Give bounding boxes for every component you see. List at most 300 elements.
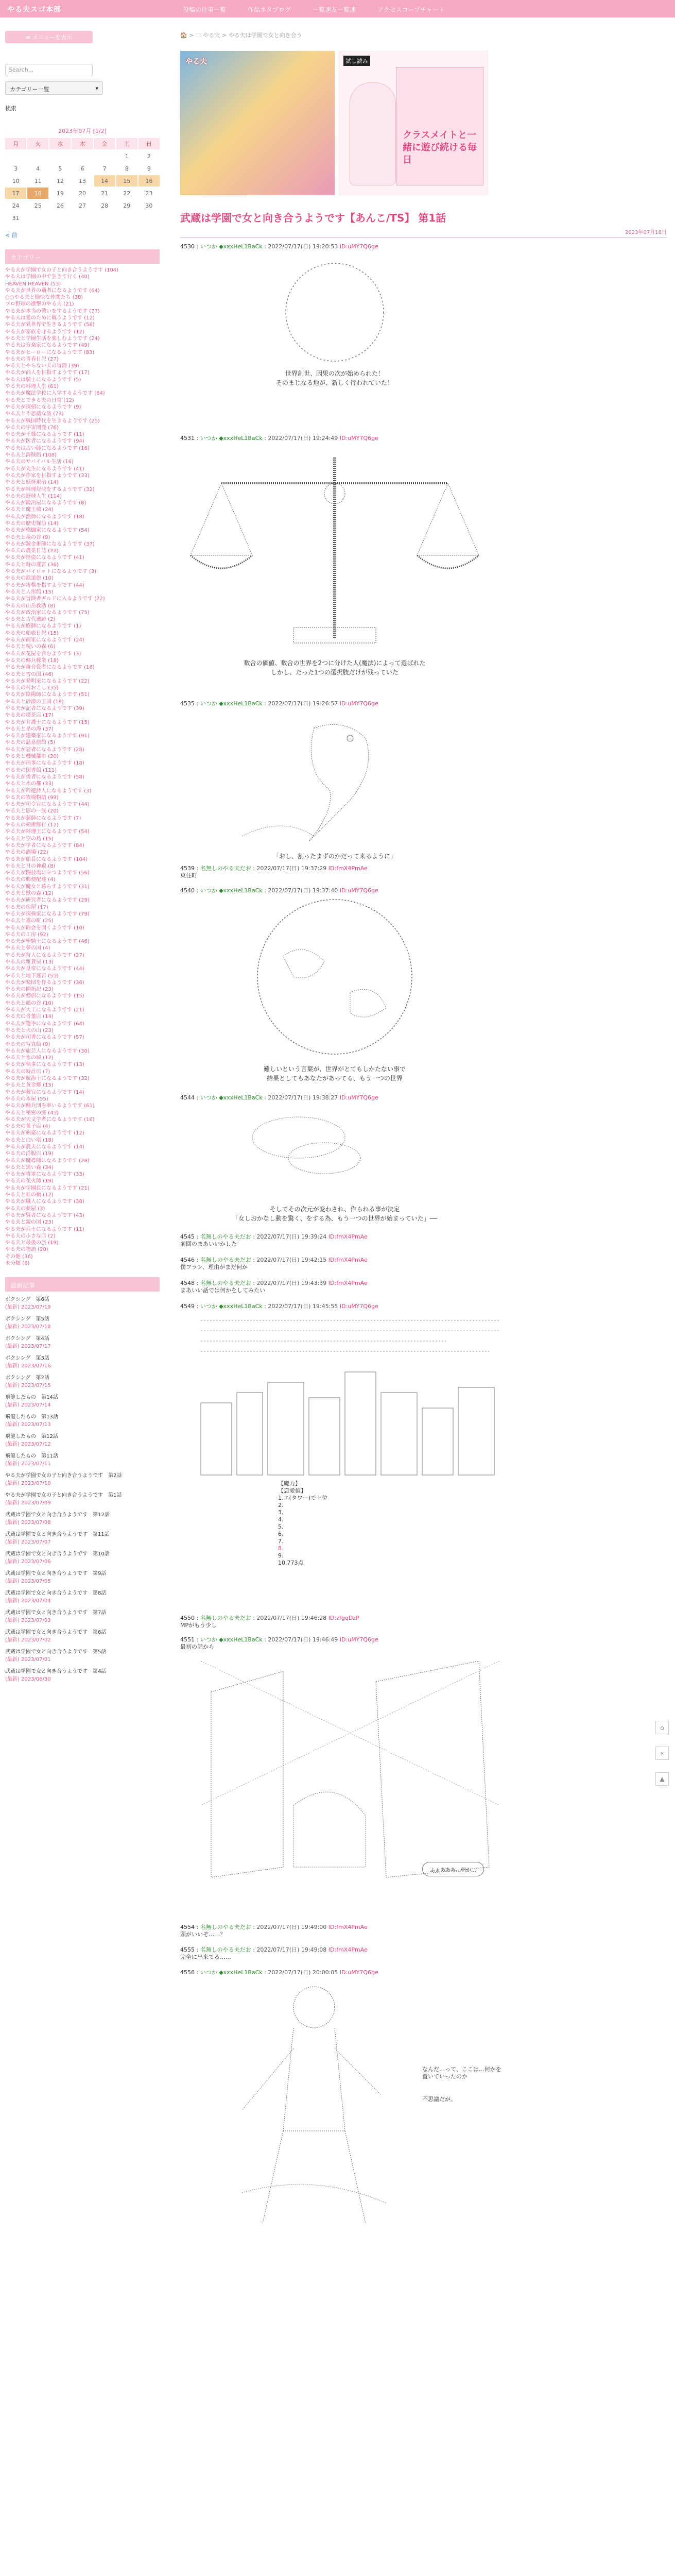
category-link[interactable]: やる夫が庭師になるようです (1): [5, 623, 81, 630]
category-link[interactable]: やる夫と雪の国 (46): [5, 671, 54, 677]
response-name: いつか ◆xxxHeL1BaCk: [200, 1636, 263, 1643]
calendar-day[interactable]: 24: [12, 202, 20, 209]
category-link[interactable]: やる夫が異世界で生きるようです (56): [5, 322, 95, 328]
menu-button[interactable]: ≡ メニューを表示: [5, 31, 93, 43]
recent-item-date: (最新) 2023/07/18: [5, 1324, 51, 1330]
banner-book-cover: [396, 67, 483, 185]
calendar-day[interactable]: 5: [58, 165, 62, 172]
calendar-day[interactable]: 25: [34, 202, 42, 209]
category-link[interactable]: やる夫が楽団を作るようです (36): [5, 979, 84, 986]
recent-item[interactable]: [5, 1295, 160, 1310]
recent-item[interactable]: [5, 1314, 160, 1330]
ascii-art-circle: [180, 250, 667, 369]
category-link[interactable]: やる夫が天文学者になるようです (16): [5, 1116, 95, 1123]
category-link[interactable]: やる夫の酒場 (22): [5, 850, 48, 856]
recent-item-date: (最新) 2023/06/30: [5, 1676, 51, 1683]
calendar-day[interactable]: 1: [125, 152, 129, 160]
ad-banner-illustration[interactable]: [180, 51, 335, 195]
category-link[interactable]: やる夫が賢者になるようです (43): [5, 1212, 84, 1218]
recent-item-date: (最新) 2023/07/04: [5, 1598, 51, 1604]
category-link[interactable]: やる夫は騎士になるようです (5): [5, 377, 81, 383]
category-link[interactable]: やる夫と竜の谷 (9): [5, 534, 50, 540]
category-link[interactable]: やる夫が将軍になるようです (33): [5, 1172, 84, 1178]
category-link[interactable]: やる夫が剣豪になるようです (12): [5, 1130, 84, 1137]
recent-item-date: (最新) 2023/07/16: [5, 1363, 51, 1369]
category-link[interactable]: やる夫が司書になるようです (57): [5, 1035, 84, 1041]
category-link[interactable]: やる夫が航海士になるようです (32): [5, 1076, 90, 1082]
response: [180, 434, 667, 677]
category-link[interactable]: やる夫が僧侶になるようです (15): [5, 993, 84, 999]
category-link[interactable]: やる夫が格闘家になるようです (54): [5, 528, 90, 534]
recent-title: 最新記事: [5, 1277, 160, 1292]
calendar-day[interactable]: 15: [116, 175, 137, 187]
category-link[interactable]: やる夫の料理人生 (61): [5, 384, 59, 390]
category-link[interactable]: やる夫が発明家になるようです (22): [5, 678, 90, 684]
category-link[interactable]: やる夫の郵便配達 (4): [5, 877, 56, 883]
category-link[interactable]: やる夫の牧場物語 (99): [5, 794, 59, 801]
category-link[interactable]: やる夫の工房 (92): [5, 931, 48, 938]
recent-item[interactable]: [5, 1608, 160, 1623]
category-link[interactable]: 未分類 (6): [5, 1261, 30, 1267]
category-link[interactable]: やる夫と月の神殿 (8): [5, 863, 56, 869]
category-link[interactable]: やる夫が薬師になるようです (7): [5, 815, 81, 821]
recent-item-title[interactable]: 飛龍したもの 第14話: [5, 1395, 58, 1401]
category-link[interactable]: やる夫が鍛冶屋になるようです (8): [5, 500, 86, 506]
category-link[interactable]: やる夫と虹の橋 (12): [5, 1192, 54, 1198]
response-id: ID:uMY7Q6ge: [339, 887, 378, 894]
recent-item-title[interactable]: 武蔵は学園で女と向き合うようです 第9話: [5, 1571, 107, 1577]
sidebar: [5, 31, 160, 2576]
calendar: [5, 127, 160, 224]
category-link[interactable]: やる夫の青春日記 (27): [5, 356, 59, 362]
calendar-day: [49, 150, 71, 162]
category-link[interactable]: やる夫の傭兵稼業 (18): [5, 657, 59, 664]
recent-item-title[interactable]: 武蔵は学園で女と向き合うようです 第7話: [5, 1610, 107, 1616]
recent-item-date: (最新) 2023/07/12: [5, 1442, 51, 1448]
category-link[interactable]: やる夫と火の山 (23): [5, 1027, 54, 1033]
response-id: ID:zfgqDzP: [328, 1615, 359, 1621]
category-link[interactable]: やる夫の菓子店 (4): [5, 1124, 50, 1130]
ascii-art-globe: [180, 894, 667, 1064]
response-number: 4540: [180, 887, 195, 894]
category-link[interactable]: やる夫と機械都市 (20): [5, 754, 59, 760]
category-link[interactable]: やる夫と人形館 (15): [5, 589, 54, 595]
category-link[interactable]: やる夫の農業日誌 (22): [5, 548, 59, 554]
home-icon[interactable]: ⌂: [655, 1721, 669, 1734]
ascii-art-bedroom: [180, 1651, 667, 1893]
ascii-art-character: [180, 1976, 667, 2244]
category-link[interactable]: やる夫が皇帝になるようです (44): [5, 966, 84, 972]
category-link[interactable]: やる夫と空の島 (15): [5, 836, 54, 842]
recent-item[interactable]: [5, 1353, 160, 1369]
response-number: 4551: [180, 1636, 195, 1643]
category-link[interactable]: やる夫が執事になるようです (13): [5, 1062, 84, 1068]
category-link[interactable]: やる夫の雑貨屋 (13): [5, 959, 54, 965]
narration-line: そしてその次元が変わされ、作られる事が決定: [269, 1206, 400, 1213]
category-link[interactable]: やる夫の宇宙開発 (76): [5, 425, 59, 431]
category-link[interactable]: やる夫が聖騎士になるようです (46): [5, 939, 90, 945]
recent-item[interactable]: [5, 1530, 160, 1545]
category-link[interactable]: やる夫が農夫になるようです (14): [5, 1144, 84, 1150]
speech-bubble: ふぁあああ…朝か…: [422, 1862, 484, 1876]
nav-item[interactable]: アクセスコープチャート: [377, 6, 445, 13]
search-button[interactable]: 検索: [5, 105, 16, 112]
collapse-icon[interactable]: «: [655, 1747, 669, 1760]
category-link[interactable]: やる夫が大工になるようです (21): [5, 1007, 84, 1013]
category-link[interactable]: やる夫の歴史探訪 (14): [5, 520, 59, 527]
ad-banner-book[interactable]: [339, 51, 488, 195]
category-link[interactable]: やる夫と霧の町 (25): [5, 918, 54, 924]
scroll-top-icon[interactable]: ▲: [655, 1772, 669, 1786]
category-link[interactable]: やる夫と砂漠の王国 (18): [5, 699, 64, 705]
category-link[interactable]: やる夫と氷の城 (12): [5, 1055, 54, 1061]
recent-item[interactable]: [5, 1647, 160, 1663]
category-link[interactable]: やる夫がパイロットになるようです (3): [5, 569, 97, 575]
recent-item-title[interactable]: ボクシング 第2話: [5, 1375, 49, 1381]
category-link[interactable]: やる夫が家族を守るようです (12): [5, 329, 84, 335]
ascii-art-city: [180, 1310, 667, 1480]
category-link[interactable]: やる夫の鉄道旅 (10): [5, 575, 54, 582]
banner-tag: 試し読み: [343, 56, 370, 66]
calendar-day[interactable]: 3: [14, 165, 18, 172]
calendar-day[interactable]: 27: [78, 202, 86, 209]
recent-item-title[interactable]: ボクシング 第4話: [5, 1336, 49, 1342]
category-link[interactable]: やる夫とやらない夫の冒険 (39): [5, 363, 79, 369]
post-date: 2023年07月18日: [625, 230, 667, 235]
category-link[interactable]: やる夫と古代遺跡 (2): [5, 617, 56, 623]
calendar-day[interactable]: 9: [147, 165, 151, 172]
nav-item[interactable]: 投稿の仕事一覧: [183, 6, 227, 13]
recent-item-title[interactable]: 武蔵は学園で女と向き合うようです 第8話: [5, 1590, 107, 1597]
recent-item[interactable]: [5, 1549, 160, 1565]
category-link[interactable]: やる夫の花火師 (19): [5, 1178, 54, 1184]
category-link[interactable]: やる夫が魔法学校に入学するようです (64): [5, 391, 105, 397]
category-link[interactable]: やる夫が弁護士になるようです (15): [5, 719, 90, 725]
site-title[interactable]: やる夫スゴ本部: [7, 6, 61, 14]
recent-item-title[interactable]: ボクシング 第5話: [5, 1316, 49, 1323]
recent-item[interactable]: [5, 1373, 160, 1388]
calendar-day[interactable]: 17: [5, 188, 26, 199]
calendar-day[interactable]: 14: [94, 175, 115, 187]
category-link[interactable]: やる夫が怪盗になるようです (41): [5, 555, 84, 561]
category-link[interactable]: やる夫が魔導師になるようです (28): [5, 1158, 90, 1164]
category-link[interactable]: やる夫が選手になるようです (64): [5, 1021, 84, 1027]
category-link[interactable]: やる夫が作家を目指すようです (33): [5, 472, 90, 479]
category-link[interactable]: やる夫と鏡の国 (23): [5, 1219, 54, 1226]
recent-item-title[interactable]: やる夫が学園で女の子と向き合うようです 第2話: [5, 1473, 122, 1479]
stats-line: 5.: [278, 1523, 284, 1530]
recent-item[interactable]: [5, 1393, 160, 1408]
category-link[interactable]: やる夫と魔王城 (24): [5, 507, 54, 513]
category-link[interactable]: やる夫が研究者になるようです (29): [5, 897, 90, 904]
response: [180, 1635, 667, 1876]
category-link[interactable]: やる夫が王様になるようです (11): [5, 432, 84, 438]
category-link[interactable]: やる夫と黒い森 (34): [5, 1164, 54, 1171]
calendar-day[interactable]: 29: [123, 202, 131, 209]
calendar-day[interactable]: 16: [139, 175, 160, 187]
post-body: [180, 238, 667, 2576]
category-link[interactable]: やる夫が画家になるようです (24): [5, 637, 84, 643]
category-link[interactable]: やる夫の山岳救助 (8): [5, 603, 56, 609]
category-link[interactable]: やる夫が探偵になるようです (9): [5, 404, 81, 410]
category-link[interactable]: やる夫が将棋を指すようです (44): [5, 582, 84, 588]
category-link[interactable]: やる夫が学園長になるようです (21): [5, 1185, 90, 1191]
recent-item[interactable]: [5, 1588, 160, 1604]
recent-item-title[interactable]: 武蔵は学園で女と向き合うようです 第6話: [5, 1630, 107, 1636]
category-link[interactable]: やる夫の喫茶店 (17): [5, 713, 54, 719]
category-link[interactable]: やる夫と秘密の庭 (45): [5, 1110, 59, 1116]
response-date: 2022/07/17(日) 19:46:49: [268, 1636, 338, 1643]
category-link[interactable]: やる夫が司令官になるようです (44): [5, 802, 90, 808]
category-link[interactable]: やる夫は音楽家になるようです (49): [5, 343, 90, 349]
response-id: ID:fmX4PmAe: [328, 865, 368, 872]
category-link[interactable]: やる夫の温泉旅館 (5): [5, 740, 56, 746]
calendar-day[interactable]: 30: [145, 202, 153, 209]
nav-item[interactable]: 一覧速友一覧速: [313, 6, 356, 13]
category-link[interactable]: やる夫が兵士になるようです (11): [5, 1226, 84, 1232]
recent-item[interactable]: [5, 1451, 160, 1467]
stats-line: 6.: [278, 1531, 284, 1537]
calendar-day[interactable]: 28: [101, 202, 109, 209]
recent-item[interactable]: [5, 1510, 160, 1526]
calendar-prev-link[interactable]: < 前: [5, 232, 18, 239]
response: [180, 1945, 667, 1961]
category-link[interactable]: やる夫の小さな店 (2): [5, 1233, 56, 1239]
category-link[interactable]: やる夫が刑事になるようです (18): [5, 760, 84, 767]
recent-item-date: (最新) 2023/07/17: [5, 1344, 51, 1350]
recent-item[interactable]: [5, 1334, 160, 1349]
category-link[interactable]: やる夫が花屋を営むようです (3): [5, 651, 81, 657]
calendar-day[interactable]: 18: [27, 188, 48, 199]
recent-item-date: (最新) 2023/07/14: [5, 1402, 51, 1409]
response-name: いつか ◆xxxHeL1BaCk: [200, 1094, 263, 1101]
narration: [180, 658, 489, 677]
category-link[interactable]: やる夫が料理王になるようです (54): [5, 829, 90, 835]
category-link[interactable]: やる夫の村おこし (35): [5, 685, 59, 691]
response-id: ID:uMY7Q6ge: [339, 1303, 378, 1310]
recent-item-title[interactable]: ボクシング 第3話: [5, 1355, 49, 1362]
recent-item[interactable]: [5, 1490, 160, 1506]
narration-line: そのまじなる地が、新しく行われていた！: [275, 379, 393, 386]
category-link[interactable]: やる夫とできる夫の日常 (12): [5, 397, 74, 403]
recent-item-date: (最新) 2023/07/03: [5, 1618, 51, 1624]
category-link[interactable]: やる夫と風の谷 (10): [5, 1000, 54, 1006]
category-link[interactable]: やる夫と白い塔 (18): [5, 1137, 54, 1143]
category-link[interactable]: やる夫が吟遊詩人になるようです (3): [5, 788, 92, 794]
category-link[interactable]: やる夫は学園の中で生きて行く (40): [5, 274, 90, 280]
category-link[interactable]: やる夫が忍者になるようです (28): [5, 747, 84, 753]
recent-item-title[interactable]: 武蔵は学園で女と向き合うようです 第12話: [5, 1512, 110, 1518]
response-text: 僕フラン、理由がまだ何か: [180, 1264, 248, 1270]
recent-item-title[interactable]: 武蔵は学園で女と向き合うようです 第11話: [5, 1532, 110, 1538]
category-link[interactable]: やる夫の写真館 (9): [5, 1041, 50, 1047]
recent-item-title[interactable]: ボクシング 第6話: [5, 1297, 49, 1303]
calendar-day: [27, 212, 48, 224]
category-link[interactable]: やる夫が本当の戦いをするようです (77): [5, 308, 100, 314]
category-link[interactable]: HEAVEN HEAVEN (53): [5, 281, 61, 287]
recent-item[interactable]: [5, 1628, 160, 1643]
category-link[interactable]: やる夫の洋服店 (19): [5, 1151, 54, 1157]
response-header: 4531 : いつか ◆xxxHeL1BaCk : 2022/07/17(日) 19:24:49 ID:uMY7Q6ge: [180, 435, 378, 442]
recent-item-title[interactable]: 武蔵は学園で女と向き合うようです 第5話: [5, 1649, 107, 1655]
category-link[interactable]: やる夫と妖怪退治 (14): [5, 480, 59, 486]
response-number: 4556: [180, 1969, 195, 1976]
category-link[interactable]: やる夫は占い師になるようです (16): [5, 445, 90, 451]
category-link[interactable]: やる夫が世界の覇者になるようです (64): [5, 287, 100, 294]
category-link[interactable]: やる夫が探検家になるようです (79): [5, 911, 90, 917]
narration-line: 難しいという言葉が、世界がとてもしかたない事で: [263, 1065, 406, 1073]
category-link[interactable]: やる夫と黄金郷 (15): [5, 1082, 54, 1089]
category-link[interactable]: やる夫が医者になるようです (94): [5, 438, 84, 445]
response-name: いつか ◆xxxHeL1BaCk: [200, 700, 263, 707]
calendar-day[interactable]: 8: [125, 165, 129, 172]
category-link[interactable]: やる夫と地下迷宮 (55): [5, 973, 59, 979]
response: [180, 699, 667, 861]
category-link[interactable]: やる夫の野球人生 (114): [5, 493, 62, 499]
recent-item-title[interactable]: 飛龍したもの 第13話: [5, 1414, 58, 1420]
category-link[interactable]: やる夫が闘技場に立つようです (56): [5, 870, 90, 876]
nav-item[interactable]: 作品ネタブログ: [248, 6, 291, 13]
category-link[interactable]: やる夫のサバイバル生活 (16): [5, 459, 74, 465]
category-link[interactable]: やる夫が建築家になるようです (91): [5, 733, 90, 739]
calendar-day[interactable]: 21: [101, 190, 109, 197]
calendar-day[interactable]: 11: [34, 177, 42, 184]
response-date: 2022/07/17(日) 19:49:00: [256, 1924, 327, 1930]
category-link[interactable]: やる夫の船旅日記 (15): [5, 630, 59, 636]
response-header: 4544 : いつか ◆xxxHeL1BaCk : 2022/07/17(日) 19:38:27 ID:uMY7Q6ge: [180, 1094, 378, 1101]
category-link[interactable]: やる夫の本屋 (55): [5, 1096, 48, 1102]
category-link[interactable]: やる夫が教官になるようです (14): [5, 1089, 84, 1095]
calendar-day[interactable]: 20: [78, 190, 86, 197]
category-link[interactable]: やる夫が錬金術師になるようです (37): [5, 541, 95, 547]
response-text: 前回のまあいいかした: [180, 1241, 237, 1247]
narration-line: 結果としてもあなたがあってる、もう一つの世界: [267, 1075, 403, 1082]
category-link[interactable]: やる夫の開拓記 (23): [5, 987, 54, 993]
category-link[interactable]: やる夫と最後の旅 (19): [5, 1240, 59, 1246]
category-link[interactable]: やる夫が戦国時代を生きるようです (25): [5, 418, 100, 424]
calendar-day[interactable]: 6: [80, 165, 84, 172]
calendar-title[interactable]: 2023年07月 [1/2]: [58, 128, 107, 134]
category-link[interactable]: やる夫が魔女と暮らすようです (31): [5, 884, 90, 890]
recent-item-title[interactable]: 武蔵は学園で女と向き合うようです 第10話: [5, 1551, 110, 1557]
recent-item[interactable]: [5, 1667, 160, 1682]
category-link[interactable]: やる夫と不思議な旅 (73): [5, 411, 64, 417]
response: [180, 1279, 667, 1294]
calendar-day[interactable]: 4: [36, 165, 40, 172]
category-link[interactable]: やる夫が記者になるようです (39): [5, 706, 84, 711]
category-link[interactable]: やる夫と夢の国 (4): [5, 945, 50, 952]
category-link[interactable]: やる夫が学園で女の子と向き合うようです (104): [5, 267, 119, 273]
category-link[interactable]: やる夫の骨董店 (14): [5, 1014, 54, 1020]
category-link[interactable]: やる夫が勇者になるようです (58): [5, 774, 84, 780]
category-link[interactable]: やる夫は愛のために戦うようです (12): [5, 315, 95, 321]
category-link[interactable]: やる夫と星の海 (37): [5, 726, 54, 732]
recent-item-date: (最新) 2023/07/11: [5, 1461, 51, 1467]
calendar-day[interactable]: 22: [123, 190, 131, 197]
stats-line: 2.: [278, 1502, 284, 1509]
ascii-art-cloud: [180, 1101, 667, 1205]
category-link[interactable]: やる夫の時計店 (7): [5, 1069, 50, 1075]
category-link[interactable]: やる夫の宿屋 (17): [5, 904, 48, 910]
category-link[interactable]: やる夫が職人になるようです (38): [5, 1199, 84, 1205]
breadcrumb[interactable]: 🏠 > 🗀 やる夫 > やる夫は学園で女と向き合う: [180, 32, 302, 39]
recent-item[interactable]: [5, 1412, 160, 1428]
category-select[interactable]: [5, 81, 103, 95]
dialogue-line: なんだ…って、ここは…何かを置いていったのか: [422, 2066, 501, 2080]
calendar-day[interactable]: 19: [56, 190, 64, 197]
recent-item-date: (最新) 2023/07/15: [5, 1383, 51, 1389]
recent-item[interactable]: [5, 1569, 160, 1584]
calendar-day[interactable]: 2: [147, 152, 151, 160]
category-link[interactable]: やる夫と時の迷宮 (36): [5, 562, 59, 568]
category-link[interactable]: やる夫と水の都 (33): [5, 781, 54, 787]
category-link[interactable]: やる夫と海賊船 (108): [5, 452, 57, 459]
category-link[interactable]: やる夫の剣術修行 (12): [5, 822, 59, 828]
category-link[interactable]: やる夫が冒険者ギルドに入るようです (22): [5, 596, 105, 602]
category-link[interactable]: やる夫が漁師になるようです (18): [5, 514, 84, 520]
recent-item-date: (最新) 2023/07/13: [5, 1422, 51, 1428]
category-link[interactable]: やる夫と学園生活を楽しむようです (24): [5, 335, 100, 342]
recent-item-title[interactable]: 武蔵は学園で女と向き合うようです 第4話: [5, 1669, 107, 1675]
category-link[interactable]: やる夫が学者になるようです (84): [5, 842, 84, 849]
calendar-day[interactable]: 13: [78, 177, 86, 184]
category-link[interactable]: やる夫が旅芸人になるようです (30): [5, 1048, 90, 1054]
category-link[interactable]: やる夫が舞台役者になるようです (16): [5, 665, 95, 671]
category-link[interactable]: やる夫が商人を目指すようです (17): [5, 370, 90, 376]
category-link[interactable]: やる夫と呪いの森 (6): [5, 644, 56, 650]
category-link[interactable]: やる夫と影の一族 (20): [5, 808, 59, 815]
recent-item[interactable]: [5, 1432, 160, 1447]
category-link[interactable]: やる夫が商会を開くようです (10): [5, 925, 84, 931]
category-link[interactable]: プロ野球の進撃のやる夫 (21): [5, 301, 74, 308]
category-link[interactable]: やる夫がヒーローになるようです (83): [5, 349, 95, 355]
stats-line: 7.: [278, 1538, 284, 1545]
recent-item-title[interactable]: 飛龍したもの 第11話: [5, 1453, 58, 1460]
calendar-day[interactable]: 10: [12, 177, 20, 184]
search-input[interactable]: Search...: [5, 64, 93, 76]
category-link[interactable]: やる夫が船長になるようです (104): [5, 856, 88, 862]
category-link[interactable]: やる夫が先生になるようです (41): [5, 466, 84, 472]
calendar-day: [94, 150, 115, 162]
response-header: 4530 : いつか ◆xxxHeL1BaCk : 2022/07/17(日) 19:20:53 ID:uMY7Q6ge: [180, 243, 378, 250]
recent-item-title[interactable]: 飛龍したもの 第12話: [5, 1434, 58, 1440]
category-link[interactable]: やる夫の図書館 (111): [5, 767, 57, 773]
response-id: ID:uMY7Q6ge: [339, 243, 378, 250]
recent-item[interactable]: [5, 1471, 160, 1486]
post-title[interactable]: 武蔵は学園で女と向き合うようです【あんこ/TS】 第1話: [180, 212, 446, 224]
recent-item-title[interactable]: やる夫が学園で女の子と向き合うようです 第1話: [5, 1493, 122, 1499]
response-number: 4549: [180, 1303, 195, 1310]
category-link[interactable]: やる夫と獣の森 (12): [5, 891, 54, 897]
response-number: 4544: [180, 1094, 195, 1101]
category-link[interactable]: ○○やる夫と愉快な仲間たち (38): [5, 295, 83, 301]
category-link[interactable]: やる夫が狩人になるようです (27): [5, 952, 84, 958]
category-link[interactable]: やる夫が陰陽師になるようです (51): [5, 692, 90, 698]
category-link[interactable]: やる夫が傭兵団を率いるようです (61): [5, 1103, 95, 1109]
calendar-day[interactable]: 12: [56, 177, 64, 184]
category-link[interactable]: やる夫が政治家になるようです (75): [5, 609, 90, 616]
calendar-day[interactable]: 23: [145, 190, 153, 197]
response: [180, 1232, 667, 1248]
calendar-day[interactable]: 31: [12, 214, 20, 222]
category-link[interactable]: やる夫の物語 (20): [5, 1247, 48, 1253]
calendar-day[interactable]: 26: [56, 202, 64, 209]
category-link[interactable]: その他 (36): [5, 1253, 33, 1260]
category-link[interactable]: やる夫が料理対決をするようです (32): [5, 486, 95, 493]
narration-line: しかし、たった1つの選択肢だけが残っていた: [271, 669, 399, 676]
category-link[interactable]: やる夫の薬屋 (3): [5, 1206, 45, 1212]
calendar-day[interactable]: 7: [102, 165, 107, 172]
